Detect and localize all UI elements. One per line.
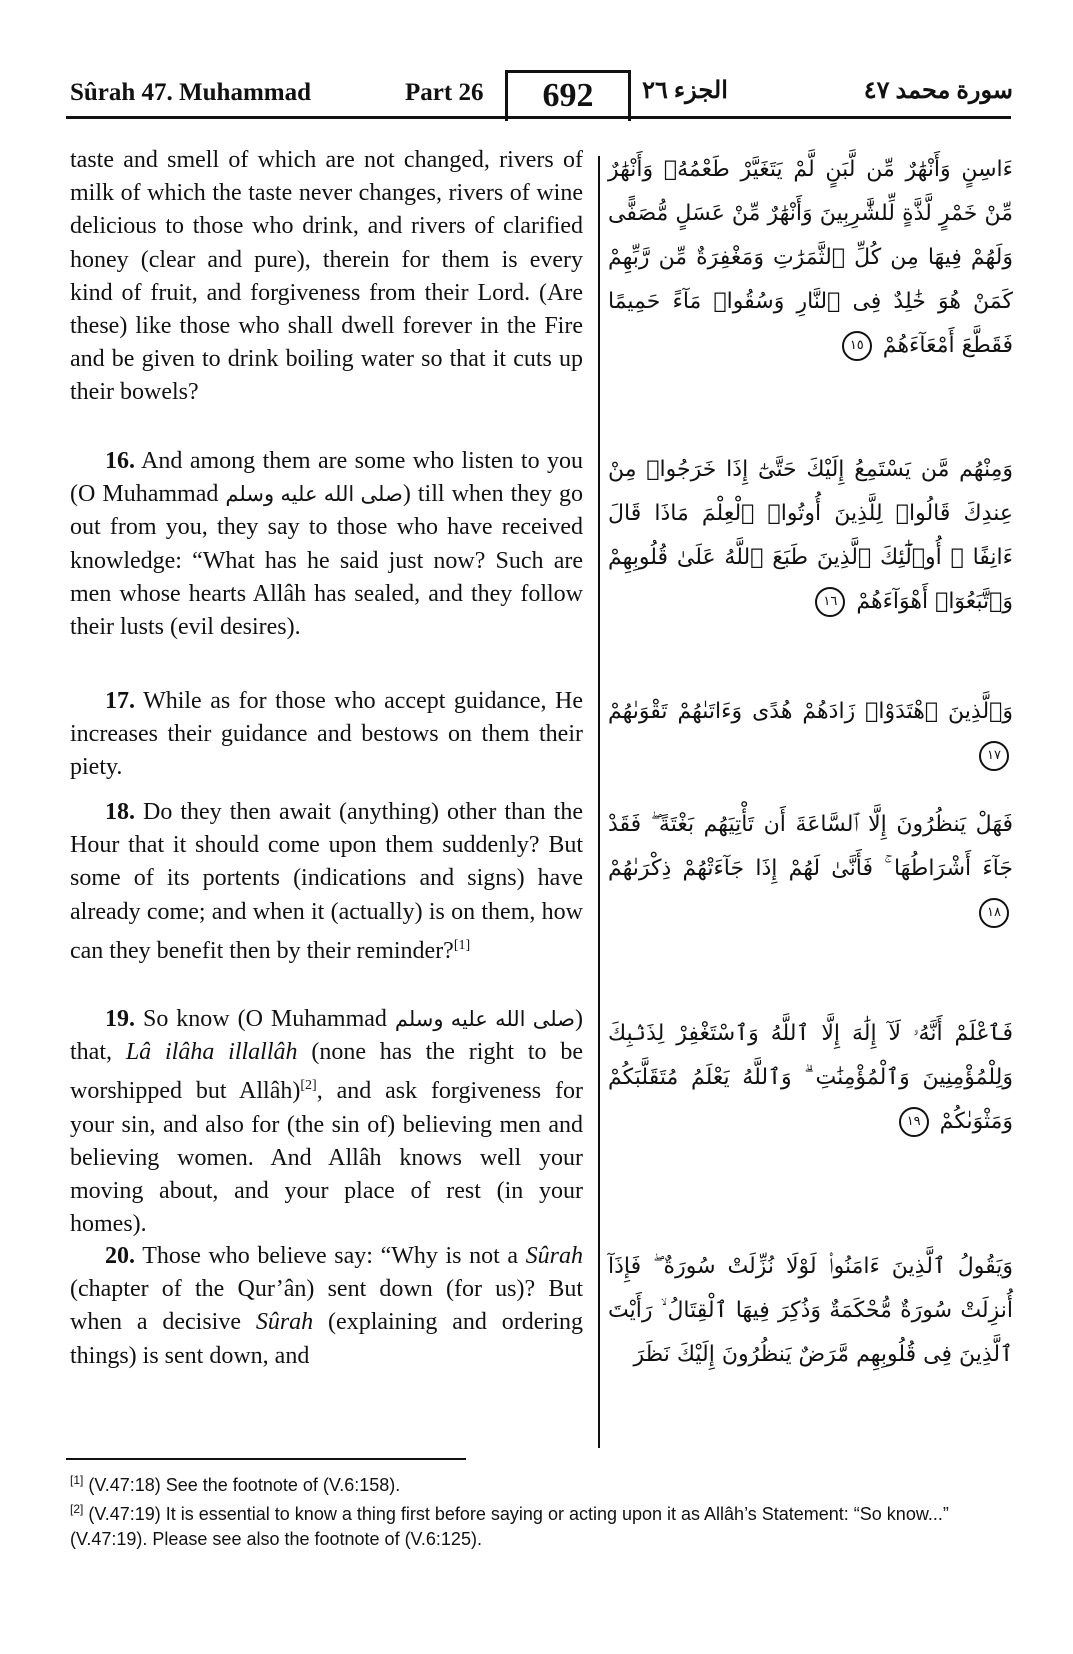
verse-16-translation — [70, 445, 583, 644]
footnote-rule — [66, 1458, 466, 1460]
surah-italic-2: Sûrah — [255, 1309, 314, 1336]
verse-17-text: While as for those who accept guidance, He increases their guidance and bestows on them their piety. — [70, 688, 583, 781]
surah-italic-1: Sûrah — [525, 1243, 584, 1269]
arabic-verse-19-text: فَٱعْلَمْ أَنَّهُۥ لَآ إِلَٰهَ إِلَّا ٱللَّهُ وَٱسْتَغْفِرْ لِذَنۢبِكَ وَلِلْمُؤْمِنِينَ وَٱلْمُؤْمِنَٰتِ ۗ وَٱللَّهُ يَعْلَمُ مُتَقَلَّبَكُمْ وَمَثْوَىٰكُمْ — [608, 1021, 1013, 1134]
verse-19-translation — [70, 1003, 583, 1241]
arabic-verse-16 — [608, 448, 1013, 624]
ayah-marker-19: ١٩ — [899, 1107, 929, 1137]
verse-18-text: Do they then await (anything) other than the Hour that it should come upon them suddenly? But some of its portents (indications and signs) have already come; and when it (actually) is on them, how can they benefit then by their reminder? — [70, 799, 583, 964]
verse-15-translation — [70, 144, 583, 410]
shahada-italic: Lâ ilâha illallâh — [125, 1039, 298, 1066]
verse-16-number: 16. — [105, 448, 135, 474]
footnote-2-text: (V.47:19) It is essential to know a thing first before saying or acting upon it as Allâh’s Statement: “So know...” (V.47:19). Please see also the footnote of (V.6:125). — [70, 1504, 949, 1549]
verse-20-text-a: Those who believe say: “Why is not a — [142, 1243, 519, 1269]
verse-19-text-d: , and ask forgiveness for your sin, and also for (the sin of) believing men and believing women. And Allâh knows well your moving about, and your place of rest (in your homes). — [70, 1078, 583, 1238]
arabic-verse-15 — [608, 148, 1013, 368]
verse-20-number: 20. — [105, 1243, 135, 1269]
verse-17-translation — [70, 685, 583, 785]
salawat-inline: صلى الله عليه وسلم — [225, 482, 403, 507]
verse-19-text-c: (none has the right to be worshipped but Allâh) — [70, 1039, 584, 1105]
verse-17-number: 17. — [105, 688, 135, 714]
verse-19-text-b: ) that, — [70, 1006, 584, 1066]
header-part: Part 26 — [405, 79, 484, 106]
verse-16-text-b: ) till when they go out from you, they say to those who have received knowledge: “What has he said just now? Such are men whose hearts Allâh has sealed, and they follow their lusts (evil desires). — [70, 481, 583, 641]
arabic-verse-18 — [608, 803, 1013, 935]
verse-16-text-a: And among them are some who listen to you (O Muhammad — [70, 448, 583, 508]
arabic-verse-20 — [608, 1245, 1013, 1377]
verse-18-translation — [70, 796, 583, 968]
footnote-2 — [70, 1497, 1015, 1552]
ayah-marker-16: ١٦ — [815, 587, 845, 617]
ayah-marker-17: ١٧ — [979, 741, 1009, 771]
page-number: 692 — [505, 70, 631, 121]
verse-20-text-b: (chapter of the Qur’ân) sent down (for us)? But when a decisive — [70, 1276, 583, 1336]
header-surah-title: Sûrah 47. Muhammad — [70, 79, 312, 106]
footnote-1-mark: [1] — [70, 1473, 84, 1487]
arabic-verse-16-text: وَمِنْهُم مَّن يَسْتَمِعُ إِلَيْكَ حَتَّىٰٓ إِذَا خَرَجُوا۟ مِنْ عِندِكَ قَالُوا۟ لِلَّذِينَ أُوتُوا۟ ٱلْعِلْمَ مَاذَا قَالَ ءَانِفًا ۚ أُو۟لَٰٓئِكَ ٱلَّذِينَ طَبَعَ ٱللَّهُ عَلَىٰ قُلُوبِهِمْ وَٱتَّبَعُوٓا۟ أَهْوَآءَهُمْ — [608, 457, 1013, 614]
verse-19-number: 19. — [105, 1006, 135, 1032]
header-rule — [66, 116, 1011, 119]
verse-19-text-a: So know (O Muhammad — [142, 1006, 387, 1032]
footnote-1-text: (V.47:18) See the footnote of (V.6:158). — [88, 1475, 401, 1495]
column-divider — [598, 156, 600, 1448]
arabic-verse-20-text: وَيَقُولُ ٱلَّذِينَ ءَامَنُوا۟ لَوْلَا نُزِّلَتْ سُورَةٌ ۖ فَإِذَآ أُنزِلَتْ سُورَةٌ مُّحْكَمَةٌ وَذُكِرَ فِيهَا ٱلْقِتَالُ ۙ رَأَيْتَ ٱلَّذِينَ فِى قُلُوبِهِم مَّرَضٌ يَنظُرُونَ إِلَيْكَ نَظَرَ — [608, 1254, 1013, 1367]
arabic-verse-15-text: ءَاسِنٍ وَأَنْهَٰرٌ مِّن لَّبَنٍ لَّمْ يَتَغَيَّرْ طَعْمُهُۥ وَأَنْهَٰرٌ مِّنْ خَمْرٍ لَّذَّةٍ لِّلشَّٰرِبِينَ وَأَنْهَٰرٌ مِّنْ عَسَلٍ مُّصَفًّى وَلَهُمْ فِيهَا مِن كُلِّ ٱلثَّمَرَٰتِ وَمَغْفِرَةٌ مِّن رَّبِّهِمْ كَمَنْ هُوَ خَٰلِدٌ فِى ٱلنَّارِ وَسُقُوا۟ مَآءً حَمِيمًا فَقَطَّعَ أَمْعَآءَهُمْ — [608, 157, 1013, 358]
arabic-verse-17-text: وَٱلَّذِينَ ٱهْتَدَوْا۟ زَادَهُمْ هُدًى وَءَاتَىٰهُمْ تَقْوَىٰهُمْ — [608, 699, 1013, 724]
footnote-2-mark: [2] — [70, 1502, 84, 1516]
verse-20-translation — [70, 1240, 583, 1373]
salawat-inline-2: صلى الله عليه وسلم — [394, 1007, 576, 1031]
verse-20-text-c: (explaining and ordering things) is sent down, and — [70, 1309, 584, 1369]
verse-15-text: taste and smell of which are not changed, rivers of milk of which the taste never changes, rivers of wine delicious to those who drink, and rivers of clarified honey (clear and pure), therein for them is every kind of fruit, and forgiveness from their Lord. (Are these) like those who shall dwell forever in the Fire and be given to drink boiling water so that it cuts up their bowels? — [70, 147, 583, 406]
ayah-marker-18: ١٨ — [979, 898, 1009, 928]
arabic-verse-17 — [608, 690, 1013, 778]
verse-18-number: 18. — [105, 799, 135, 825]
footnote-1 — [70, 1468, 1015, 1498]
header-juz-arabic: الجزء ٢٦ — [642, 78, 728, 104]
header-surah-arabic: سورة محمد ٤٧ — [863, 78, 1013, 104]
footnote-ref-1[interactable]: [1] — [453, 937, 471, 953]
ayah-marker-15: ١٥ — [842, 331, 872, 361]
arabic-verse-18-text: فَهَلْ يَنظُرُونَ إِلَّا ٱلسَّاعَةَ أَن تَأْتِيَهُم بَغْتَةً ۖ فَقَدْ جَآءَ أَشْرَاطُهَا ۚ فَأَنَّىٰ لَهُمْ إِذَا جَآءَتْهُمْ ذِكْرَىٰهُمْ — [608, 812, 1013, 881]
footnote-ref-2[interactable]: [2] — [300, 1078, 317, 1094]
arabic-verse-19 — [608, 1012, 1013, 1144]
